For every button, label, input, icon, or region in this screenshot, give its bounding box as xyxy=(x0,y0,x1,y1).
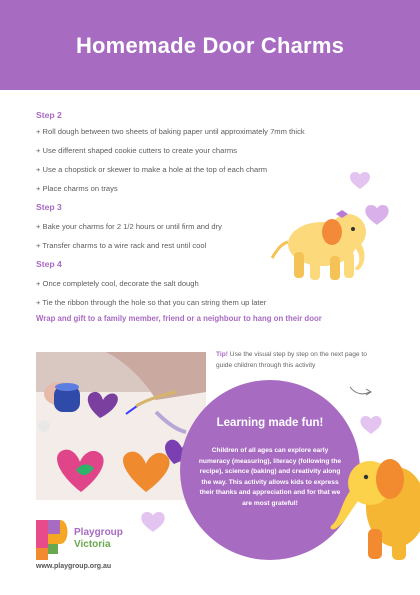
closing-note: Wrap and gift to a family member, friend or a neighbour to hang on their door xyxy=(36,314,322,323)
brand-name-line2: Victoria xyxy=(74,539,111,550)
brand-name-line1: Playgroup xyxy=(74,527,123,538)
step-heading: Step 2 xyxy=(36,110,62,120)
tip-label: Tip! xyxy=(216,351,228,358)
list-item: + Transfer charms to a wire rack and rest until cool xyxy=(36,241,207,250)
list-item: + Place charms on trays xyxy=(36,184,118,193)
website-url[interactable]: www.playgroup.org.au xyxy=(36,563,112,570)
heart-icon xyxy=(360,416,382,435)
callout-body: Children of all ages can explore early numeracy (measuring), literacy (following the recipe), science (baking) and creativity along the way. This activity allows kids to express their thanks and appreciation and for that we are most grateful! xyxy=(198,447,342,507)
list-item: + Bake your charms for 2 1/2 hours or until firm and dry xyxy=(36,222,222,231)
list-item: + Roll dough between two sheets of baking paper until approximately 7mm thick xyxy=(36,127,305,136)
header-banner xyxy=(0,0,420,90)
curved-arrow-icon xyxy=(348,383,374,399)
list-item: + Use a chopstick or skewer to make a hole at the top of each charm xyxy=(36,165,268,174)
list-item: + Tie the ribbon through the hole so that you can string them up later xyxy=(36,298,267,307)
callout-title: Learning made fun! xyxy=(216,417,324,429)
step-heading: Step 4 xyxy=(36,259,62,269)
step-heading: Step 3 xyxy=(36,202,62,212)
elephant-illustration-icon xyxy=(330,445,420,560)
playgroup-logo-icon xyxy=(36,518,70,562)
tip-note xyxy=(216,349,374,371)
list-item: + Use different shaped cookie cutters to create your charms xyxy=(36,146,237,155)
tip-text: Use the visual step by step on the next page to guide children through this activity xyxy=(216,351,367,369)
list-item: + Once completely cool, decorate the salt dough xyxy=(36,279,199,288)
page-title: Homemade Door Charms xyxy=(75,33,345,58)
instructions xyxy=(36,108,376,323)
